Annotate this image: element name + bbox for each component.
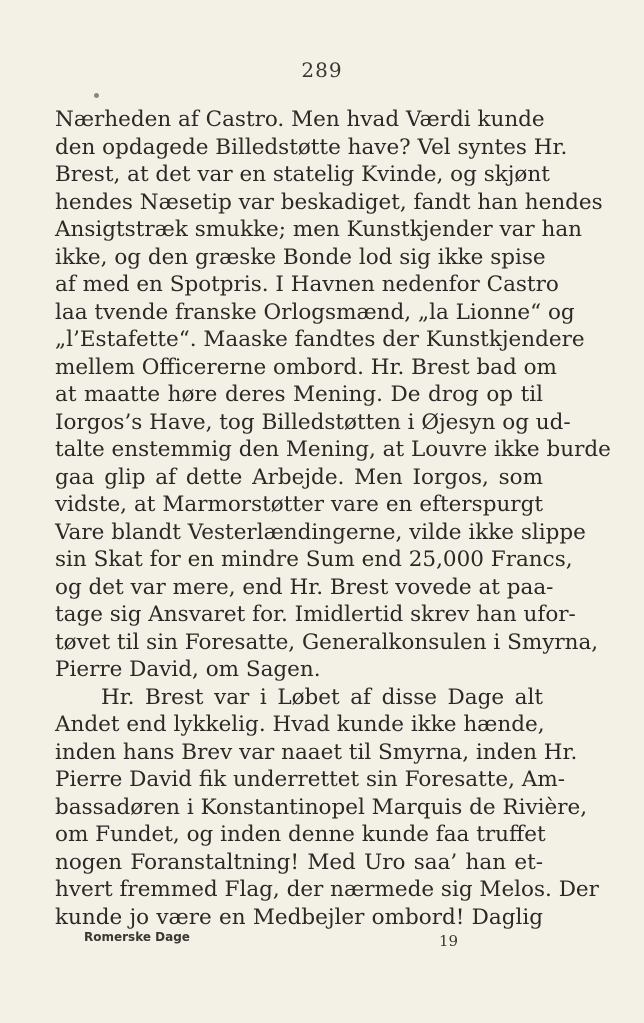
text-line: Ansigtstræk smukke; men Kunstkjender var han — [55, 217, 583, 242]
page-footer — [84, 930, 484, 954]
text-line: Hr. Brest var i Løbet af disse Dage alt — [101, 684, 543, 710]
text-line: inden hans Brev var naaet til Smyrna, inden Hr. — [55, 739, 578, 765]
text-line: laa tvende franske Orlogsmænd, „la Lionne“ og — [55, 299, 575, 325]
text-line: bassadøren i Konstantinopel Marquis de Rivière, — [55, 794, 588, 820]
text-line: af med en Spotpris. I Havnen nedenfor Castro — [55, 272, 559, 297]
text-line: talte enstemmig den Mening, at Louvre ikke burde — [55, 437, 611, 462]
text-line: hvert fremmed Flag, der nærmede sig Melos. Der — [55, 877, 599, 902]
text-line: Pierre David fik underrettet sin Foresatte, Am- — [55, 767, 565, 792]
ink-speck — [94, 93, 99, 98]
text-line: om Fundet, og inden denne kunde faa truffet — [55, 822, 546, 847]
text-line: vidste, at Marmorstøtter vare en efterspurgt — [55, 492, 543, 517]
text-line: Brest, at det var en statelig Kvinde, og skjønt — [55, 162, 550, 187]
text-line: nogen Foranstaltning! Med Uro saa’ han et- — [55, 849, 543, 875]
text-line: Iorgos’s Have, tog Billedstøtten i Øjesyn og ud- — [55, 409, 571, 435]
body-text — [55, 106, 611, 931]
text-line: og det var mere, end Hr. Brest vovede at paa- — [55, 574, 554, 600]
text-line: tøvet til sin Foresatte, Generalkonsulen i Smyrna, — [55, 629, 599, 655]
text-line: den opdagede Billedstøtte have? Vel syntes Hr. — [55, 134, 568, 160]
text-line: Nærheden af Castro. Men hvad Værdi kunde — [55, 107, 545, 132]
sheet-number: 19 — [439, 932, 459, 950]
text-line: Vare blandt Vesterlændingerne, vilde ikke slippe — [55, 519, 586, 545]
text-line: Andet end lykkelig. Hvad kunde ikke hænde, — [55, 712, 545, 737]
text-line: at maatte høre deres Mening. De drog op til — [55, 382, 543, 407]
text-line: kunde jo være en Medbejler ombord! Daglig — [55, 904, 543, 930]
text-line: sin Skat for en mindre Sum end 25,000 Francs, — [55, 547, 573, 572]
text-line: Pierre David, om Sagen. — [55, 657, 321, 682]
text-line: mellem Officererne ombord. Hr. Brest bad om — [55, 354, 557, 380]
text-line: gaa glip af dette Arbejde. Men Iorgos, som — [55, 464, 543, 490]
text-line: tage sig Ansvaret for. Imidlertid skrev han ufor- — [55, 602, 576, 627]
text-line: ikke, og den græske Bonde lod sig ikke spise — [55, 244, 546, 270]
text-line: hendes Næsetip var beskadiget, fandt han hendes — [55, 189, 603, 215]
page-number: 289 — [301, 58, 343, 82]
text-line: „l’Estafette“. Maaske fandtes der Kunstkjendere — [55, 327, 585, 352]
signature-mark: Romerske Dage — [84, 930, 190, 944]
